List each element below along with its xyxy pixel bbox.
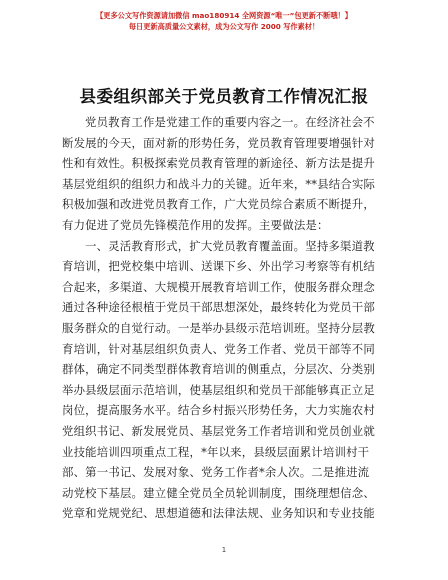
body-line: 育培训，把党校集中培训、送课下乡、外出学习考察等有机结 <box>62 259 375 274</box>
document-body <box>62 112 390 524</box>
body-line: 断发展的今天，面对新的形势任务，党员教育管理要增强针对 <box>62 135 375 150</box>
banner-line-2: 每日更新高质量公文素材，成为公文写作 2000 写作素材！ <box>128 22 320 31</box>
body-line: 通过各种途径根植于党员干部思想深处，最终转化为党员干部 <box>62 300 375 315</box>
body-line: 育培训，针对基层组织负责人、党务工作者、党员干部等不同 <box>62 341 375 356</box>
body-line: 党组织书记、新发展党员、基层党务工作者培训和党员创业就 <box>62 423 375 438</box>
page-number: 1 <box>221 546 227 554</box>
body-line: 有力促进了党员先锋模范作用的发挥。主要做法是： <box>62 217 329 232</box>
body-line: 性和有效性。积极探索党员教育管理的新途径、新方法是提升 <box>62 156 375 171</box>
body-line: 部、第一书记、发展对象、党务工作者*余人次。二是推进流 <box>62 465 370 480</box>
document-title: 县委组织部关于党员教育工作情况汇报 <box>79 87 369 106</box>
body-line: 服务群众的自觉行动。一是举办县级示范培训班。坚持分层教 <box>62 320 375 335</box>
body-line: 党员教育工作是党建工作的重要内容之一。在经济社会不 <box>85 115 375 129</box>
body-line: 群体，确定不同类型群体教育培训的侧重点，分层次、分类别 <box>62 362 375 377</box>
body-line: 积极加强和改进党员教育工作，广大党员综合素质不断提升， <box>62 197 375 212</box>
promo-banner <box>0 11 448 32</box>
body-line: 举办县级层面示范培训，使基层组织和党员干部能够真正立足 <box>62 382 375 397</box>
banner-line-1: 【更多公文写作资源请加微信 mao180914 全网资源“唯一”包更新不断哦！】 <box>96 11 352 20</box>
body-line: 岗位，提高服务水平。结合乡村振兴形势任务，大力实施农村 <box>62 403 375 418</box>
body-line: 一、灵活教育形式，扩大党员教育覆盖面。坚持多渠道教 <box>85 238 375 253</box>
body-line: 党章和党规党纪、思想道德和法律法规、业务知识和专业技能 <box>62 506 375 521</box>
body-line: 业技能培训四项重点工程，*年以来，县级层面累计培训村干 <box>62 444 370 459</box>
body-line: 合起来，多渠道、大规模开展教育培训工作，使服务群众理念 <box>62 279 375 294</box>
body-line: 基层党组织的组织力和战斗力的关键。近年来，**县结合实际 <box>62 176 376 191</box>
body-line: 动党校下基层。建立健全党员全员轮训制度，围绕理想信念、 <box>62 485 375 500</box>
